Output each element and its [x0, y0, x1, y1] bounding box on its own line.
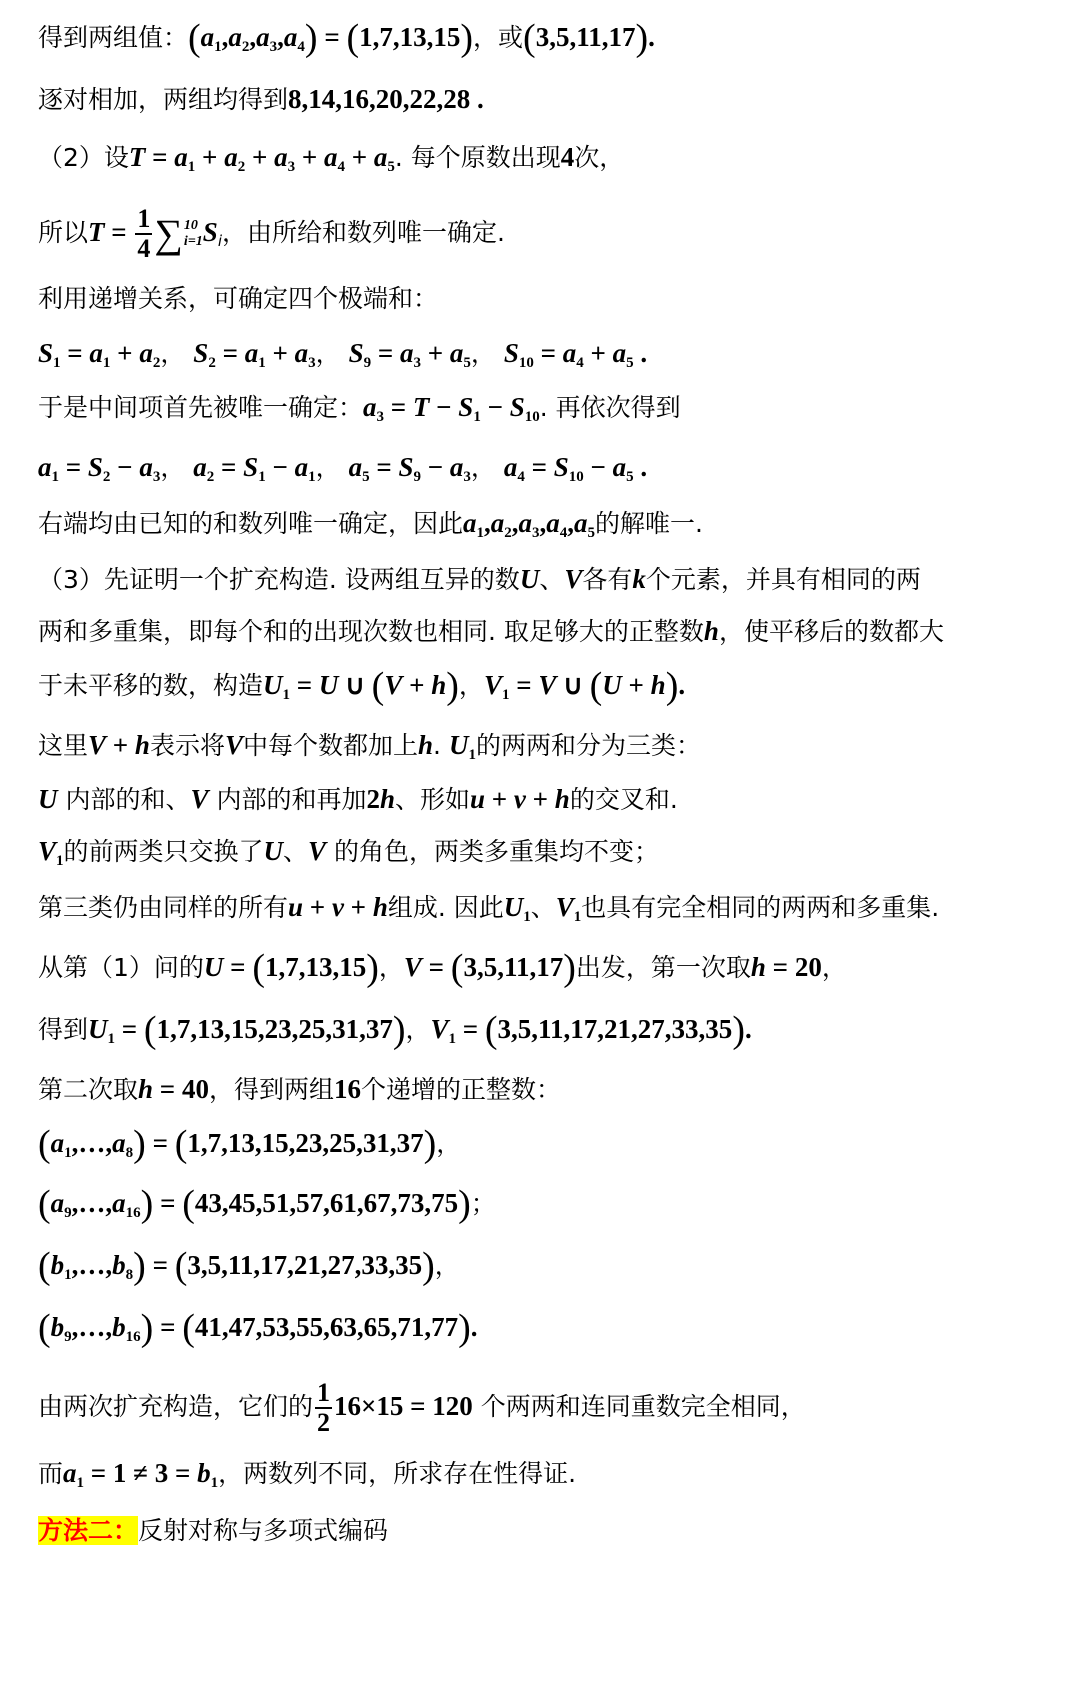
line-25: 而$a_1 = 1 \ne 3 = b_1$，两数列不同，所求存在性得证.: [38, 1458, 577, 1491]
sequence-b-second: $(b_9,\dots,b_{16}) = (41,47,53,55,63,65,71,77)$.: [38, 1307, 478, 1349]
line-10: （3）先证明一个扩充构造. 设两组互异的数U、V各有k个元素，并具有相同的两: [38, 564, 921, 594]
line-4: 所以T = $\frac{1}{4}$ ∑ 10 i=1 $S_i$，由所给和数列唯一确定.: [38, 204, 505, 263]
line-3: （2）设$T = a_1 + a_2 + a_3 + a_4 + a_5$. 每个原数出现4次，: [38, 142, 625, 175]
sequence-a-second: $(a_9,\dots,a_{16}) = (43,45,51,57,61,67,73,75)$；: [38, 1183, 496, 1225]
line-14: U 内部的和、V 内部的和再加2h、形如u + v + h的交叉和.: [38, 784, 678, 814]
line-2: 逐对相加，两组均得到8,14,16,20,22,28 .: [38, 84, 484, 114]
fraction-half: $\frac{1}{2}$: [317, 1378, 331, 1437]
line-19: 第二次取h = 40，得到两组16个递增的正整数：: [38, 1074, 561, 1104]
line-18: 得到$U_1 = (1,7,13,15,23,25,31,37)$，$V_1 = (3,5,11,17,21,27,33,35)$.: [38, 1009, 752, 1051]
line-1: 得到两组值：$(a_1,a_2,a_3,a_4) = (1,7,13,15)$，或(3,5,11,17).: [38, 17, 655, 59]
sequence-a-first: $(a_1,\dots,a_8) = (1,7,13,15,23,25,31,37)$，: [38, 1123, 462, 1165]
method-label: 方法二：: [38, 1516, 139, 1545]
line-15: $V_1$的前两类只交换了U、V 的角色，两类多重集均不变；: [38, 836, 660, 869]
line-7: 于是中间项首先被唯一确定：$a_3 = T - S_1 - S_{10}$. 再依次得到: [38, 392, 681, 425]
method-title: 反射对称与多项式编码: [138, 1516, 389, 1545]
value-set2: 3,5,11,17: [535, 22, 636, 52]
line-12: 于未平移的数，构造$U_1 = U$ ∪ (V + h)，$V_1 = V$ ∪ (U + h).: [38, 665, 686, 707]
line-9: 右端均由已知的和数列唯一确定，因此$a_1,a_2,a_3,a_4,a_5$的解唯一.: [38, 508, 703, 541]
line-5: 利用递增关系，可确定四个极端和：: [38, 284, 439, 313]
line-6: $S_1 = a_1 + a_2$， $S_2 = a_1 + a_3$， $S_9 = a_3 + a_5$， $S_{10} = a_4 + a_5$ .: [38, 338, 648, 371]
fraction-quarter: $\frac{1}{4}$: [137, 204, 151, 263]
method-heading: [38, 1514, 388, 1548]
value-set1: 1,7,13,15: [359, 22, 461, 52]
sequence-b-first: $(b_1,\dots,b_8) = (3,5,11,17,21,27,33,35)$，: [38, 1245, 460, 1287]
line-8: $a_1 = S_2 - a_3$， $a_2 = S_1 - a_1$， $a_5 = S_9 - a_3$， $a_4 = S_{10} - a_5$ .: [38, 452, 648, 485]
line-16: 第三类仍由同样的所有u + v + h组成. 因此$U_1$、$V_1$也具有完全相同的两两和多重集.: [38, 892, 940, 925]
value-sums: 8,14,16,20,22,28: [288, 84, 471, 114]
line-24: 由两次扩充构造，它们的 $\frac{1}{2}$ 16×15 = 120 个两两和连同重数完全相同，: [38, 1378, 806, 1437]
line-13: 这里V + h表示将V中每个数都加上h. $U_1$的两两和分为三类：: [38, 730, 701, 763]
line-17: 从第（1）问的U = (1,7,13,15)，V = (3,5,11,17)出发，第一次取h = 20，: [38, 947, 847, 989]
line-11: 两和多重集，即每个和的出现次数也相同. 取足够大的正整数h，使平移后的数都大: [38, 616, 944, 646]
